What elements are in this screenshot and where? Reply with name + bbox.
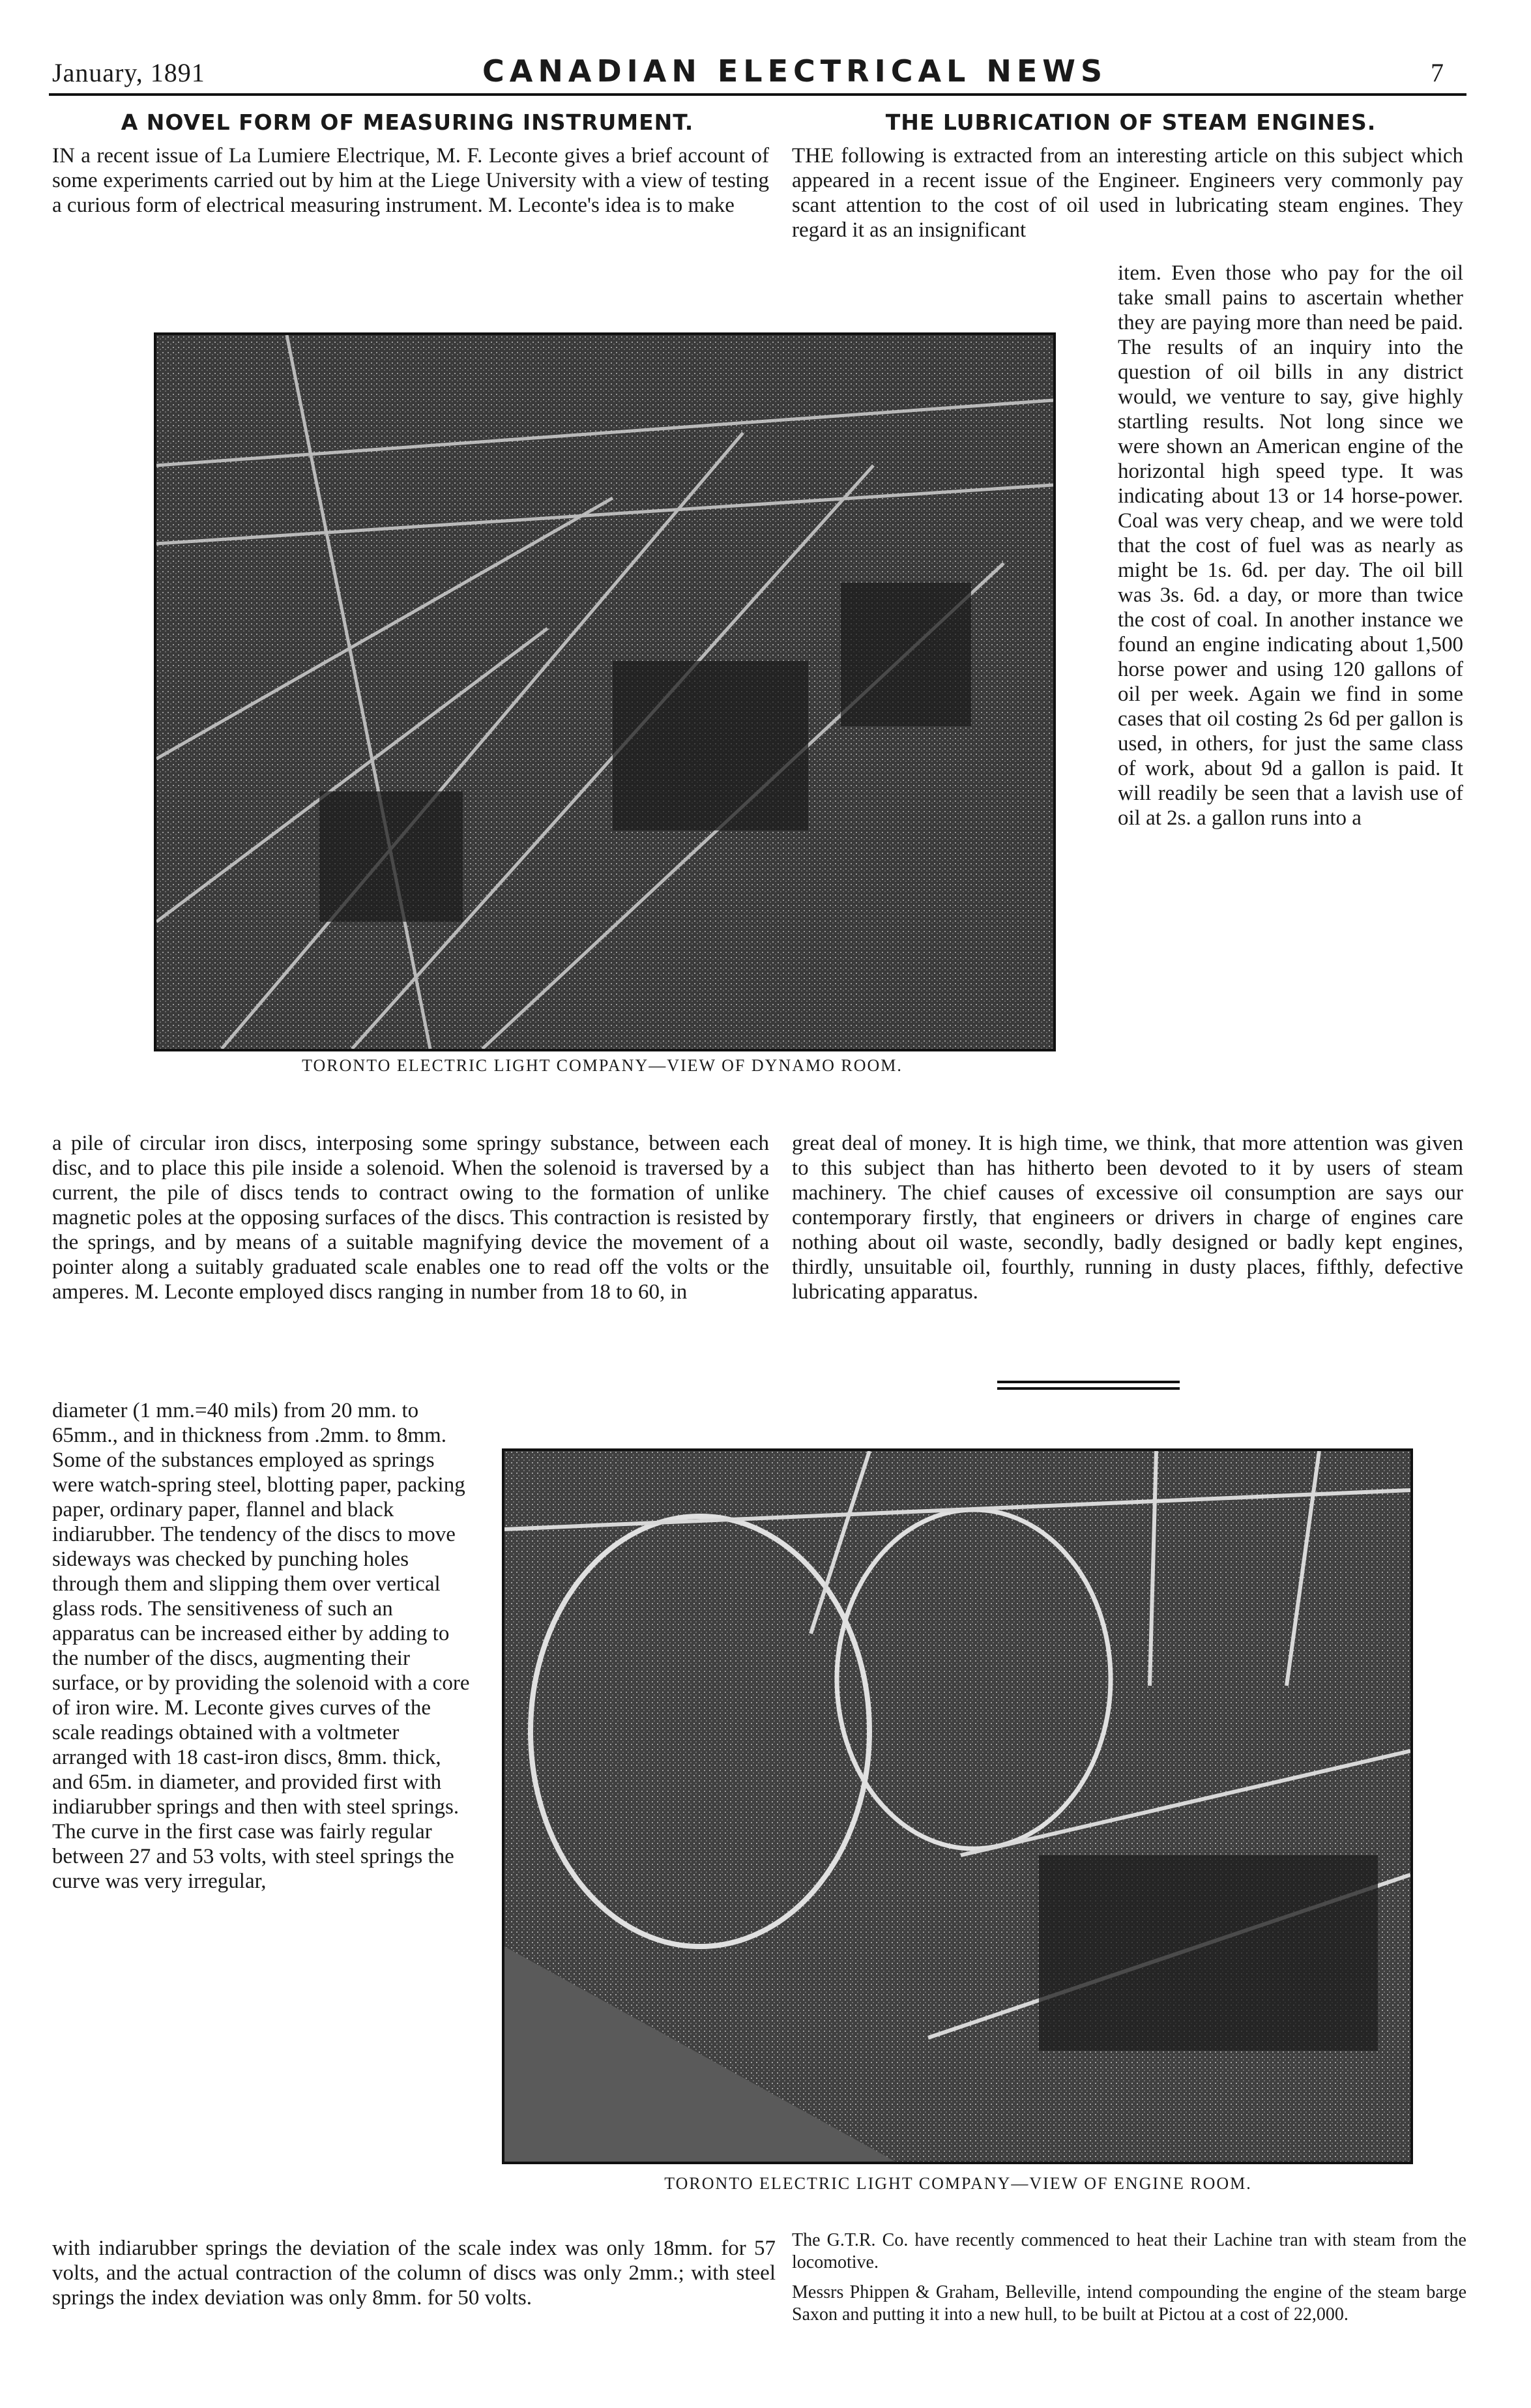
right-article-intro: THE following is extracted from an interesting article on this subject which appeared in a recent issue of the Engineer. Engineers very commonly pay scant attention to the cost of oil used in lubricating steam engines. They regard it as an insignificant — [792, 144, 1463, 242]
dynamo-room-caption: TORONTO ELECTRIC LIGHT COMPANY—VIEW OF DYNAMO ROOM. — [302, 1056, 903, 1075]
left-article-narrow: diameter (1 mm.=40 mils) from 20 mm. to 65mm., and in thickness from .2mm. to 8mm. Some of the substances employed as springs were watch-spring steel, blotting paper, packing paper, ordinary paper, flannel and black indiarubber. The tendency of the discs to move sideways was checked by punching holes through them and slipping them over vertical glass rods. The sensitiveness of such an apparatus can be increased either by adding to the number of the discs, augmenting their surface, or by providing the solenoid with a core of iron wire. M. Leconte gives curves of the scale readings obtained with a voltmeter arranged with 18 cast-iron discs, 8mm. thick, and 65m. in diameter, and provided first with indiarubber springs and then with steel springs. The curve in the first case was fairly regular between 27 and 53 volts, with steel springs the curve was very irregular, — [52, 1399, 470, 1893]
right-article-continued: great deal of money. It is high time, we think, that more attention was given to this subject than has hitherto been devoted to it by users of steam machinery. The chief causes of excessive oil consumption are says our contemporary firstly, that engineers or drivers in charge of engines care nothing about oil waste, secondly, badly designed or badly kept engines, thirdly, unsuitable oil, fourthly, running in dusty places, fifthly, defective lubricating apparatus. — [792, 1132, 1463, 1304]
left-article-title: A NOVEL FORM OF MEASURING INSTRUMENT. — [121, 110, 694, 135]
masthead: CANADIAN ELECTRICAL NEWS — [482, 53, 1108, 89]
note-phippen: Messrs Phippen & Graham, Belleville, intend compounding the engine of the steam barge Saxon and putting it into a new hull, to be built at Pictou at a cost of 22,000. — [792, 2282, 1466, 2325]
engine-room-photo — [502, 1448, 1413, 2164]
separator-rule-2 — [997, 1387, 1180, 1390]
left-article-intro: IN a recent issue of La Lumiere Electrique, M. F. Leconte gives a brief account of some experiments carried out by him at the Liege University with a view of testing a curious form of electrical measuring instrument. M. Leconte's idea is to make — [52, 144, 769, 217]
note-gtr: The G.T.R. Co. have recently commenced to heat their Lachine tran with steam from the locomotive. — [792, 2230, 1466, 2272]
engine-room-caption: TORONTO ELECTRIC LIGHT COMPANY—VIEW OF ENGINE ROOM. — [664, 2174, 1252, 2193]
right-article-narrow: item. Even those who pay for the oil take small pains to ascertain whether they are paying more than need be paid. The results of an inquiry into the question of oil bills in any district would, we venture to say, give highly startling results. Not long since we were shown an American engine of the horizontal high speed type. It was indicating about 13 or 14 horse-power. Coal was very cheap, and we were told that the cost of fuel was as nearly as might be 1s. 6d. per day. The oil bill was 3s. 6d. a day, or more than twice the cost of coal. In another instance we found an engine indicating about 1,500 horse power and using 120 gallons of oil per week. Again we find in some cases that oil costing 2s 6d per gallon is used, in others, for just the same class of work, about 9d a gallon is paid. It will readily be seen that a lavish use of oil at 2s. a gallon runs into a — [1118, 261, 1463, 830]
left-article-continued: a pile of circular iron discs, interposing some springy substance, between each disc, and to place this pile inside a solenoid. When the solenoid is traversed by a current, the pile of discs tends to contract owing to the formation of unlike magnetic poles at the opposing surfaces of the discs. This contraction is resisted by the springs, and by means of a suitable magnifying device the movement of a pointer along a suitably graduated scale enables one to read off the volts or the amperes. M. Leconte employed discs ranging in number from 18 to 60, in — [52, 1132, 769, 1304]
left-article-closing: with indiarubber springs the deviation of the scale index was only 18mm. for 57 volts, and the actual contraction of the column of discs was only 2mm.; with steel springs the index deviation was only 8mm. for 50 volts. — [52, 2237, 776, 2310]
separator-rule-1 — [997, 1381, 1180, 1383]
issue-date: January, 1891 — [52, 58, 205, 87]
page-number: 7 — [1431, 58, 1444, 87]
right-article-title: THE LUBRICATION OF STEAM ENGINES. — [885, 110, 1377, 135]
header-rule — [49, 93, 1466, 96]
dynamo-room-photo — [154, 332, 1056, 1051]
